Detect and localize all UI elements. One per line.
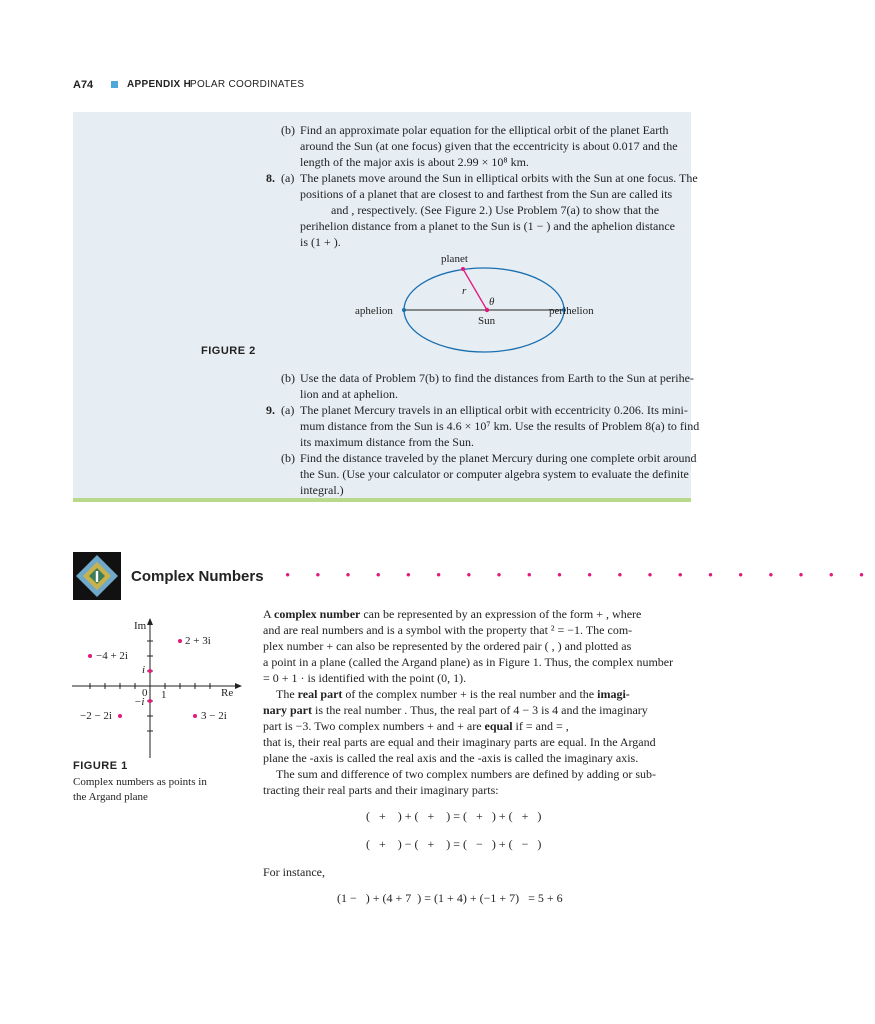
equation-difference: ( + ) − ( + ) = ( − ) + ( − ) <box>366 837 542 851</box>
tick-label-1: 1 <box>161 689 167 701</box>
problem-8b-line: Use the data of Problem 7(b) to find the distances from Earth to the Sun at perihe- <box>300 371 694 385</box>
body-line: plex number + can also be represented by the ordered pair ( , ) and plotted as <box>263 639 632 653</box>
figure-1-caption <box>73 775 207 805</box>
aphelion-label: aphelion <box>355 305 393 317</box>
body-line: A complex number can be represented by an expression of the form + , where <box>263 607 642 621</box>
paragraph-complex-number <box>263 606 693 686</box>
point-minus-2-minus-2i <box>118 714 122 718</box>
body-line: a point in a plane (called the Argand plane) as in Figure 1. Thus, the complex number <box>263 655 674 669</box>
problem-7b-line: Find an approximate polar equation for the elliptical orbit of the planet Earth <box>300 123 669 137</box>
im-axis-label: Im <box>134 620 147 632</box>
section-title: Complex Numbers <box>131 568 264 585</box>
i-label: i <box>142 664 146 676</box>
sun-label: Sun <box>478 315 496 327</box>
figure-1-label: FIGURE 1 <box>73 760 128 772</box>
point-minus-i <box>148 699 152 703</box>
body-line: that is, their real parts are equal and their imaginary parts are equal. In the Argand <box>263 735 656 749</box>
problem-8a-line: and , respectively. (See Figure 2.) Use Problem 7(a) to show that the <box>331 203 660 217</box>
problem-7b-line: length of the major axis is about 2.99 × 10⁸ km. <box>300 155 529 169</box>
body-line: = 0 + 1 · is identified with the point (0, 1). <box>263 671 467 685</box>
problem-9-number: 9. <box>266 403 275 417</box>
problem-9b-line: integral.) <box>300 483 344 497</box>
figure-1-caption-line: the Argand plane <box>73 791 148 803</box>
problem-9b-line: Find the distance traveled by the planet Mercury during one complete orbit around <box>300 451 697 465</box>
problem-8a-line: The planets move around the Sun in elliptical orbits with the Sun at one focus. The <box>300 171 698 185</box>
real-axis-arrow <box>235 683 242 689</box>
problem-7b-label: (b) <box>281 123 295 137</box>
radius-line <box>463 269 487 310</box>
figure-1-argand-plane <box>70 612 245 760</box>
point-2-plus-3i <box>178 639 182 643</box>
figure-2-ellipse-diagram <box>340 248 610 338</box>
problem-7b-line: around the Sun (at one focus) given that the eccentricity is about 0.017 and the <box>300 139 678 153</box>
header-topic: POLAR COORDINATES <box>190 79 305 90</box>
problem-8b-text <box>300 370 694 402</box>
problem-8a-line: is (1 + ). <box>300 235 341 249</box>
perihelion-label: perihelion <box>549 305 594 317</box>
problem-9a-line: The planet Mercury travels in an elliptical orbit with eccentricity 0.206. Its mini- <box>300 403 688 417</box>
figure-1-caption-line: Complex numbers as points in <box>73 776 207 788</box>
problem-9a-line: mum distance from the Sun is 4.6 × 10⁷ km. Use the results of Problem 8(a) to find <box>300 419 700 433</box>
point-label-minus-4-plus-2i: −4 + 2i <box>96 650 128 662</box>
imaginary-axis-arrow <box>147 618 153 625</box>
planet-label: planet <box>441 253 468 265</box>
body-line: nary part is the real number . Thus, the real part of 4 − 3 is 4 and the imaginary <box>263 703 648 717</box>
problem-8a-label: (a) <box>281 171 295 185</box>
problem-9a-label: (a) <box>281 403 295 417</box>
problem-8a-line: perihelion distance from a planet to the Sun is (1 − ) and the aphelion distance <box>300 219 675 233</box>
equation-example: (1 − ) + (4 + 7 ) = (1 + 4) + (−1 + 7) = 5 + 6 <box>337 891 563 905</box>
problem-8-number: 8. <box>266 171 275 185</box>
equation-sum: ( + ) + ( + ) = ( + ) + ( + ) <box>366 809 542 823</box>
body-line: part is −3. Two complex numbers + and + are equal if = and = , <box>263 719 569 733</box>
body-line: The sum and difference of two complex numbers are defined by adding or sub- <box>276 767 656 781</box>
point-label-3-minus-2i: 3 − 2i <box>201 710 227 722</box>
point-minus-4-plus-2i <box>88 654 92 658</box>
paragraph-real-imaginary-part <box>263 686 693 766</box>
figure-2-label: FIGURE 2 <box>201 345 256 357</box>
section-diamond-icon <box>73 552 121 600</box>
minus-i-label: −i <box>134 696 145 708</box>
section-letter: I <box>94 569 100 586</box>
problem-8a-line: positions of a planet that are closest to and farthest from the Sun are called its <box>300 187 673 201</box>
r-label: r <box>462 285 467 297</box>
point-3-minus-2i <box>193 714 197 718</box>
body-line: tracting their real parts and their imaginary parts: <box>263 783 499 797</box>
aphelion-point <box>402 308 406 312</box>
problem-9b-line: the Sun. (Use your calculator or computer algebra system to evaluate the definite <box>300 467 689 481</box>
re-axis-label: Re <box>221 687 234 699</box>
problem-9a-text <box>300 402 699 450</box>
body-line: and are real numbers and is a symbol with the property that ² = −1. The com- <box>263 623 633 637</box>
problem-8a-text <box>300 170 698 250</box>
point-label-minus-2-minus-2i: −2 − 2i <box>80 710 112 722</box>
header-appendix: APPENDIX H <box>127 79 192 90</box>
paragraph-sum-difference <box>263 766 693 798</box>
exercise-box-rule <box>73 498 691 502</box>
section-dots: • • • • • • • • • • • • • • • • • • • • <box>285 568 875 584</box>
problem-9b-label: (b) <box>281 451 295 465</box>
body-line: The real part of the complex number + is the real number and the imagi- <box>276 687 630 701</box>
theta-label: θ <box>489 296 495 308</box>
problem-8b-line: lion and at aphelion. <box>300 387 398 401</box>
for-instance-text: For instance, <box>263 865 325 879</box>
point-label-2-plus-3i: 2 + 3i <box>185 635 211 647</box>
problem-8b-label: (b) <box>281 371 295 385</box>
problem-7b-text <box>300 122 678 170</box>
problem-9b-text <box>300 450 697 498</box>
page-number: A74 <box>73 79 94 91</box>
origin-label: 0 <box>142 687 148 699</box>
point-i <box>148 669 152 673</box>
body-line: plane the -axis is called the real axis and the -axis is called the imaginary axis. <box>263 751 639 765</box>
planet-point <box>461 267 465 271</box>
header-square-icon <box>111 81 118 88</box>
problem-9a-line: its maximum distance from the Sun. <box>300 435 474 449</box>
